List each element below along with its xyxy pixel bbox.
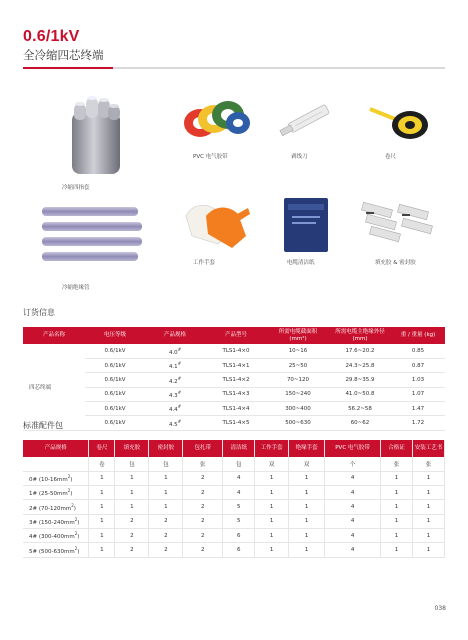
accessory-spec-superscript: 2 [74, 545, 78, 551]
accessory-col-header: PVC 电气胶带 [325, 440, 381, 457]
unit-cell: 双 [255, 457, 289, 471]
area-cell: 150~240 [267, 387, 329, 401]
unit-cell: 包 [223, 457, 255, 471]
accessory-heading: 标准配件包 [23, 421, 63, 430]
pvc-tape-caption: PVC 电气胶带 [193, 154, 228, 160]
order-col-header: 产品名称 [23, 327, 85, 344]
voltage-cell: 0.6/1kV [85, 416, 145, 430]
accessory-qty-cell: 2 [183, 514, 223, 528]
accessory-table [23, 440, 445, 558]
weight-cell: 1.72 [391, 416, 445, 430]
accessory-qty-cell: 1 [89, 471, 115, 485]
accessory-qty-cell: 1 [115, 471, 149, 485]
spec-value: 4.1 [168, 364, 178, 370]
unit-cell: 双 [289, 457, 325, 471]
diameter-cell: 24.3~25.8 [329, 358, 391, 372]
accessory-qty-cell: 1 [289, 529, 325, 543]
accessory-qty-cell: 1 [412, 500, 444, 514]
spec-cell [145, 402, 205, 416]
spec-value: 4.0 [168, 349, 178, 356]
spec-value: 4.5 [168, 421, 178, 428]
page-number: 038 [434, 605, 446, 612]
mastic-image [358, 196, 438, 254]
accessory-qty-cell: 4 [325, 543, 381, 557]
accessory-spec-superscript: 2 [71, 502, 74, 508]
order-col-header: 电压等级 [85, 327, 145, 344]
accessory-spec-cell [23, 543, 89, 557]
spec-cell [145, 387, 205, 401]
accessory-qty-cell: 4 [223, 471, 255, 485]
spec-superscript: # [177, 404, 182, 410]
model-cell: TLS1-4×2 [205, 373, 267, 387]
accessory-spec-close: ) [77, 548, 80, 555]
cold-shrink-terminal-caption: 冷缩四指套 [62, 185, 90, 191]
accessory-spec-close: ) [77, 519, 80, 526]
accessory-qty-cell: 2 [183, 529, 223, 543]
accessory-spec-text: 1# (25-50mm [29, 491, 68, 497]
area-cell: 10~16 [267, 344, 329, 358]
order-col-header: 所需电缆截面积 (mm²) [267, 327, 329, 344]
model-cell: TLS1-4×1 [205, 358, 267, 372]
accessory-qty-cell: 1 [381, 543, 413, 557]
accessory-qty-cell: 1 [412, 543, 444, 557]
accessory-qty-cell: 4 [325, 471, 381, 485]
model-cell: TLS1-4×4 [205, 402, 267, 416]
spec-cell [145, 344, 205, 358]
accessory-table-row [23, 529, 445, 543]
accessory-qty-cell: 2 [183, 500, 223, 514]
accessory-qty-cell: 1 [412, 471, 444, 485]
voltage-cell: 0.6/1kV [85, 402, 145, 416]
unit-cell: 张 [183, 457, 223, 471]
accessory-qty-cell: 1 [255, 471, 289, 485]
weight-cell: 1.03 [391, 373, 445, 387]
accessory-col-header: 包扎带 [183, 440, 223, 457]
accessory-qty-cell: 2 [183, 485, 223, 499]
accessory-spec-close: ) [77, 534, 80, 541]
accessory-qty-cell: 6 [223, 543, 255, 557]
accessory-qty-cell: 1 [289, 514, 325, 528]
page-subtitle: 全冷缩四芯终端 [23, 48, 104, 62]
accessory-spec-text: 5# (500-630mm [29, 548, 75, 555]
accessory-col-header: 卷尺 [89, 440, 115, 457]
accessory-units-row [23, 457, 445, 471]
spec-cell [145, 416, 205, 430]
accessory-spec-cell [23, 485, 89, 499]
unit-cell: 卷 [89, 457, 115, 471]
accessory-col-header: 填充胶 [115, 440, 149, 457]
accessory-qty-cell: 2 [115, 529, 149, 543]
title-rule [23, 67, 445, 69]
cleaning-paper-caption: 电缆清洁纸 [287, 260, 315, 266]
voltage-cell: 0.6/1kV [85, 358, 145, 372]
accessory-qty-cell: 2 [149, 514, 183, 528]
weight-cell: 0.87 [391, 358, 445, 372]
accessory-qty-cell: 1 [149, 485, 183, 499]
accessory-qty-cell: 1 [255, 514, 289, 528]
diameter-cell: 60~62 [329, 416, 391, 430]
accessory-spec-close: ) [73, 505, 76, 512]
unit-cell: 张 [381, 457, 413, 471]
spec-cell [145, 358, 205, 372]
diameter-cell: 29.8~35.9 [329, 373, 391, 387]
accessory-qty-cell: 1 [149, 471, 183, 485]
accessory-spec-text: 4# (300-400mm [29, 534, 75, 541]
voltage-cell: 0.6/1kV [85, 387, 145, 401]
accessory-table-header-row [23, 440, 445, 457]
accessory-qty-cell: 6 [223, 529, 255, 543]
accessory-qty-cell: 1 [381, 500, 413, 514]
accessory-qty-cell: 1 [115, 485, 149, 499]
accessory-qty-cell: 1 [89, 514, 115, 528]
accessory-qty-cell: 1 [412, 485, 444, 499]
accessory-qty-cell: 5 [223, 500, 255, 514]
accessory-qty-cell: 1 [412, 514, 444, 528]
accessory-table-row [23, 500, 445, 514]
accessory-qty-cell: 1 [89, 543, 115, 557]
accessory-qty-cell: 1 [255, 529, 289, 543]
accessory-qty-cell: 4 [325, 529, 381, 543]
diameter-cell: 56.2~58 [329, 402, 391, 416]
accessory-table-row [23, 514, 445, 528]
order-col-header: 产品规格 [145, 327, 205, 344]
accessory-qty-cell: 2 [183, 543, 223, 557]
order-col-header: 所需电缆主绝缘外径 (mm) [329, 327, 391, 344]
accessory-qty-cell: 1 [255, 500, 289, 514]
accessory-qty-cell: 1 [149, 500, 183, 514]
spec-cell [145, 373, 205, 387]
mastic-caption: 填充胶 & 密封胶 [375, 260, 416, 266]
accessory-qty-cell: 1 [255, 485, 289, 499]
accessory-qty-cell: 4 [223, 485, 255, 499]
accessory-table-row [23, 485, 445, 499]
model-cell: TLS1-4×5 [205, 416, 267, 430]
page-title: 0.6/1kV [23, 28, 80, 45]
order-table-header-row [23, 327, 445, 344]
unit-cell: 包 [115, 457, 149, 471]
area-cell: 70~120 [267, 373, 329, 387]
accessory-col-header: 密封胶 [149, 440, 183, 457]
knife-caption: 剥线刀 [291, 154, 308, 160]
accessory-qty-cell: 1 [381, 514, 413, 528]
spec-superscript: # [177, 418, 182, 424]
accessory-qty-cell: 1 [381, 485, 413, 499]
accessory-qty-cell: 4 [325, 485, 381, 499]
order-table-row [23, 402, 445, 416]
accessory-qty-cell: 4 [325, 514, 381, 528]
accessory-qty-cell: 2 [183, 471, 223, 485]
accessory-qty-cell: 2 [149, 543, 183, 557]
area-cell: 25~50 [267, 358, 329, 372]
accessory-qty-cell: 1 [255, 543, 289, 557]
accessory-spec-cell [23, 529, 89, 543]
accessory-qty-cell: 1 [115, 500, 149, 514]
order-col-header: 产品型号 [205, 327, 267, 344]
spec-value: 4.3 [168, 392, 178, 399]
order-table-row [23, 358, 445, 372]
spec-value: 4.4 [168, 407, 178, 414]
spec-value: 4.2 [168, 378, 178, 385]
order-info-table [23, 327, 445, 431]
weight-cell: 0.85 [391, 344, 445, 358]
accessory-spec-superscript: 2 [67, 473, 71, 479]
accessory-spec-cell [23, 514, 89, 528]
accessory-col-header: 清洁纸 [223, 440, 255, 457]
accessory-col-header: 合格证 [381, 440, 413, 457]
unit-cell [23, 457, 89, 471]
spec-superscript: # [177, 346, 182, 352]
cold-shrink-terminal-image [62, 90, 136, 178]
gloves-image [176, 196, 256, 254]
accessory-col-header: 工作手套 [255, 440, 289, 457]
accessory-spec-text: 0# (10-16mm [29, 476, 68, 483]
order-table-row [23, 373, 445, 387]
area-cell: 500~630 [267, 416, 329, 430]
accessory-qty-cell: 4 [325, 500, 381, 514]
tape-measure-caption: 卷尺 [385, 154, 397, 160]
accessory-spec-cell [23, 471, 89, 485]
voltage-cell: 0.6/1kV [85, 373, 145, 387]
knife-image [268, 95, 344, 145]
accessory-spec-text: 3# (150-240mm [29, 519, 75, 526]
unit-cell: 个 [325, 457, 381, 471]
accessory-qty-cell: 1 [412, 529, 444, 543]
diameter-cell: 17.6~20.2 [329, 344, 391, 358]
spec-superscript: # [177, 361, 182, 367]
cleaning-paper-image [270, 194, 342, 256]
accessory-spec-cell [23, 500, 89, 514]
pvc-tape-image [178, 93, 254, 145]
order-info-heading: 订货信息 [23, 308, 55, 317]
accessory-qty-cell: 1 [89, 485, 115, 499]
model-cell: TLS1-4×3 [205, 387, 267, 401]
accessory-qty-cell: 2 [149, 529, 183, 543]
accessory-qty-cell: 1 [381, 529, 413, 543]
weight-cell: 1.47 [391, 402, 445, 416]
accessory-spec-text: 2# (70-120mm [29, 505, 72, 512]
order-table-row [23, 387, 445, 401]
spec-superscript: # [177, 375, 182, 381]
accessory-qty-cell: 1 [89, 529, 115, 543]
diameter-cell: 41.0~50.8 [329, 387, 391, 401]
accessory-col-header: 产品规格 [23, 440, 89, 457]
accessory-qty-cell: 2 [115, 543, 149, 557]
accessory-col-header: 绝缘手套 [289, 440, 325, 457]
product-name-cell: 四芯终端 [23, 344, 85, 430]
order-table-row [23, 416, 445, 430]
weight-cell: 1.07 [391, 387, 445, 401]
accessory-spec-superscript: 2 [74, 531, 78, 537]
accessory-spec-superscript: 2 [67, 488, 71, 494]
accessory-qty-cell: 1 [289, 471, 325, 485]
unit-cell: 张 [412, 457, 444, 471]
accessory-col-header: 安装工艺书 [412, 440, 444, 457]
tape-measure-image [360, 95, 436, 145]
cold-shrink-tube-caption: 冷缩绝缘管 [62, 285, 90, 291]
voltage-cell: 0.6/1kV [85, 344, 145, 358]
spec-superscript: # [177, 389, 182, 395]
accessory-qty-cell: 1 [289, 543, 325, 557]
order-col-header: 重 / 重量 (kg) [391, 327, 445, 344]
accessory-qty-cell: 1 [289, 485, 325, 499]
accessory-qty-cell: 2 [115, 514, 149, 528]
unit-cell: 包 [149, 457, 183, 471]
model-cell: TLS1-4×0 [205, 344, 267, 358]
accessory-qty-cell: 1 [289, 500, 325, 514]
accessory-table-row [23, 471, 445, 485]
accessory-table-row [23, 543, 445, 557]
accessory-spec-close: ) [70, 491, 73, 497]
order-table-row [23, 344, 445, 358]
accessory-qty-cell: 1 [381, 471, 413, 485]
accessory-qty-cell: 5 [223, 514, 255, 528]
accessory-qty-cell: 1 [89, 500, 115, 514]
gloves-caption: 工作手套 [193, 260, 216, 266]
accessory-spec-superscript: 2 [74, 516, 78, 522]
area-cell: 300~400 [267, 402, 329, 416]
accessory-spec-close: ) [70, 476, 73, 483]
